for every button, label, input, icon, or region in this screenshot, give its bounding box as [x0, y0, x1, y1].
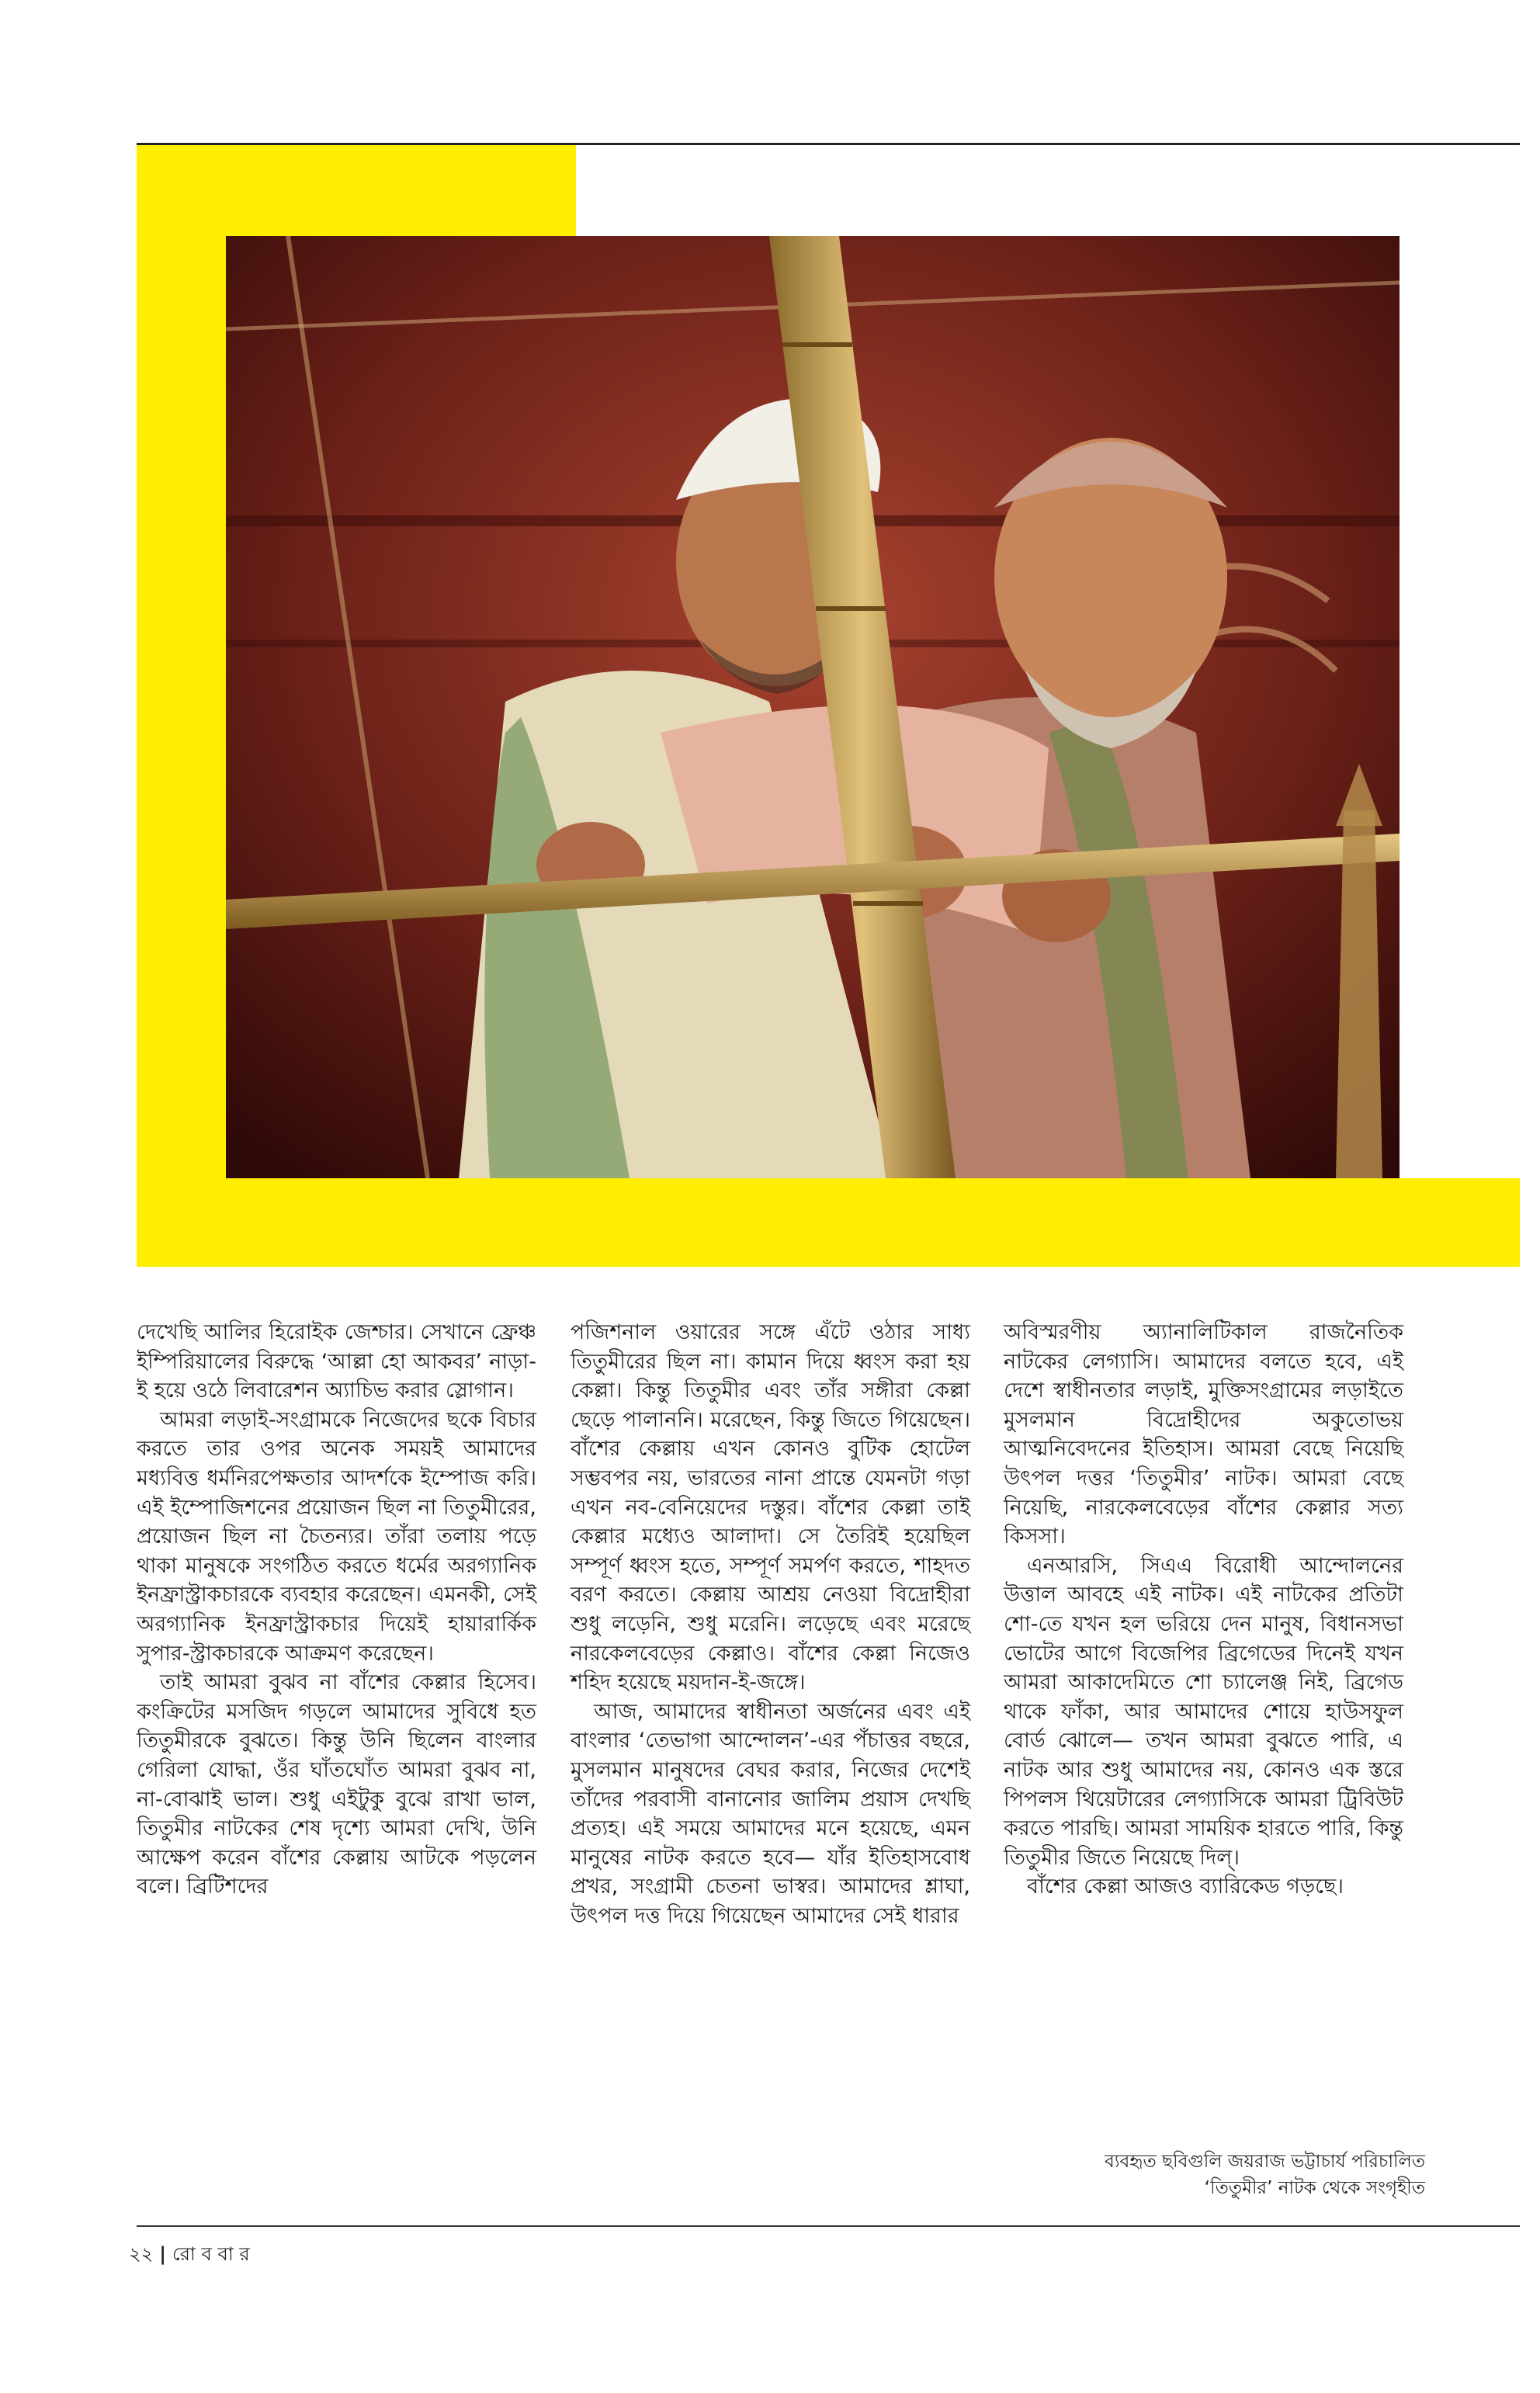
paragraph: অবিস্মরণীয় অ্যানালিটিকাল রাজনৈতিক নাটকের লেগ্যাসি। আমাদের বলতে হবে, এই দেশে স্বাধীনতার লড়াই, মুক্তিসংগ্রামের লড়াইতে মুসলমান বিদ্রোহীদের অকুতোভয় আত্মনিবেদনের ইতিহাস। আমরা বেছে নিয়েছি উৎপল দত্তর ‘তিতুমীর’ নাটক। আমরা বেছে নিয়েছি, নারকেলবেড়ের বাঁশের কেল্লার সত্য কিসসা।	[1004, 1320, 1403, 1549]
paragraph: আজ, আমাদের স্বাধীনতা অর্জনের এবং এই বাংলার ‘তেভাগা আন্দোলন’-এর পঁচাত্তর বছরে, মুসলমান মানুষদের বেঘর করার, নিজের দেশেই তাঁদের পরবাসী বানানোর জালিম প্রয়াস দেখছি প্রত্যহ। এই সময়ে আমাদের মনে হয়েছে, এমন মানুষের নাটক করতে হবে— যাঁর ইতিহাসবোধ প্রখর, সংগ্রামী চেতনা ভাস্বর। আমাদের শ্লাঘা, উৎপল দত্ত দিয়ে গিয়েছেন আমাদের সেই ধারার	[571, 1699, 970, 1928]
play-photo	[226, 236, 1400, 1178]
yellow-accent-band	[137, 1178, 1520, 1267]
article-column-1	[137, 1318, 536, 1902]
paragraph: তাই আমরা বুঝব না বাঁশের কেল্লার হিসেব। কংক্রিটের মসজিদ গড়লে আমাদের সুবিধে হত তিতুমীরকে বুঝতে। কিন্তু উনি ছিলেন বাংলার গেরিলা যোদ্ধা, ওঁর ঘাঁতঘোঁত আমরা বুঝব না, না-বোঝাই ভাল। শুধু এইটুকু বুঝে রাখা ভাল, তিতুমীর নাটকের শেষ দৃশ্যে আমরা দেখি, উনি আক্ষেপ করেন বাঁশের কেল্লায় আটকে পড়লেন বলে। ব্রিটিশদের	[137, 1670, 536, 1899]
page-number: ২২	[129, 2243, 154, 2265]
article-column-2	[571, 1318, 970, 1930]
article-column-3	[1004, 1318, 1403, 1902]
paragraph: দেখেছি আলির হিরোইক জেশ্চার। সেখানে ফ্রেঞ্চ ইম্পিরিয়ালের বিরুদ্ধে ‘আল্লা হো আকবর’ নাড়া-ই হয়ে ওঠে লিবারেশন অ্যাচিভ করার স্লোগান।	[137, 1320, 536, 1403]
article-body	[137, 1318, 1425, 2226]
folio-divider: |	[159, 2243, 166, 2265]
paragraph: বাঁশের কেল্লা আজও ব্যারিকেড গড়ছে।	[1027, 1875, 1344, 1899]
folio	[129, 2240, 250, 2271]
paragraph: এনআরসি, সিএএ বিরোধী আন্দোলনের উত্তাল আবহে এই নাটক। এই নাটকের প্রতিটা শো-তে যখন হল ভরিয়ে দেন মানুষ, বিধানসভা ভোটের আগে বিজেপির ব্রিগেডের দিনেই যখন আমরা আকাদেমিতে শো চ্যালেঞ্জ নিই, ব্রিগেড থাকে ফাঁকা, আর আমাদের শোয়ে হাউসফুল বোর্ড ঝোলে— তখন আমরা বুঝতে পারি, এ নাটক আর শুধু আমাদের নয়, কোনও এক স্তরে পিপলস থিয়েটারের লেগ্যাসিকে আমরা ট্রিবিউট করতে পারছি। আমরা সাময়িক হারতে পারি, কিন্তু তিতুমীর জিতে নিয়েছে দিল্।	[1004, 1553, 1403, 1870]
paragraph: আমরা লড়াই-সংগ্রামকে নিজেদের ছকে বিচার করতে তার ওপর অনেক সময়ই আমাদের মধ্যবিত্ত ধর্মনিরপেক্ষতার আদর্শকে ইম্পোজ করি। এই ইম্পোজিশনের প্রয়োজন ছিল না তিতুমীরের, প্রয়োজন ছিল না চৈতন্যর। তাঁরা তলায় পড়ে থাকা মানুষকে সংগঠিত করতে ধর্মের অরগ্যানিক ইনফ্রাস্ট্রাকচারকে ব্যবহার করেছেন। এমনকী, সেই অরগ্যানিক ইনফ্রাস্ট্রাকচার দিয়েই হায়ারার্কিক সুপার-স্ট্রাকচারকে আক্রমণ করেছেন।	[137, 1407, 536, 1666]
photo-credit-line-2: ‘তিতুমীর’ নাটক থেকে সংগৃহীত	[1204, 2178, 1425, 2198]
stage-illustration	[226, 236, 1400, 1178]
bottom-rule	[137, 2225, 1520, 2227]
paragraph: পজিশনাল ওয়ারের সঙ্গে এঁটে ওঠার সাধ্য তিতুমীরের ছিল না। কামান দিয়ে ধ্বংস করা হয় কেল্লা। কিন্তু তিতুমীর এবং তাঁর সঙ্গীরা কেল্লা ছেড়ে পালাননি। মরেছেন, কিন্তু জিতে গিয়েছেন। বাঁশের কেল্লায় এখন কোনও বুটিক হোটেল সম্ভবপর নয়, ভারতের নানা প্রান্তে যেমনটা গড়া এখন নব-বেনিয়েদের দস্তুর। বাঁশের কেল্লা তাই কেল্লার মধ্যেও আলাদা। সে তৈরিই হয়েছিল সম্পূর্ণ ধ্বংস হতে, সম্পূর্ণ সমর্পণ করতে, শাহদত বরণ করতে। কেল্লায় আশ্রয় নেওয়া বিদ্রোহীরা শুধু লড়েনি, শুধু মরেনি। লড়েছে এবং মরেছে নারকেলবেড়ের কেল্লাও। বাঁশের কেল্লা নিজেও শহিদ হয়েছে ময়দান-ই-জঙ্গে।	[571, 1320, 970, 1695]
photo-credit-line-1: ব্যবহৃত ছবিগুলি জয়রাজ ভট্টাচার্য পরিচালিত	[1105, 2152, 1425, 2172]
photo-credit	[1021, 2148, 1425, 2201]
magazine-name: রো ব বা র	[172, 2243, 250, 2265]
